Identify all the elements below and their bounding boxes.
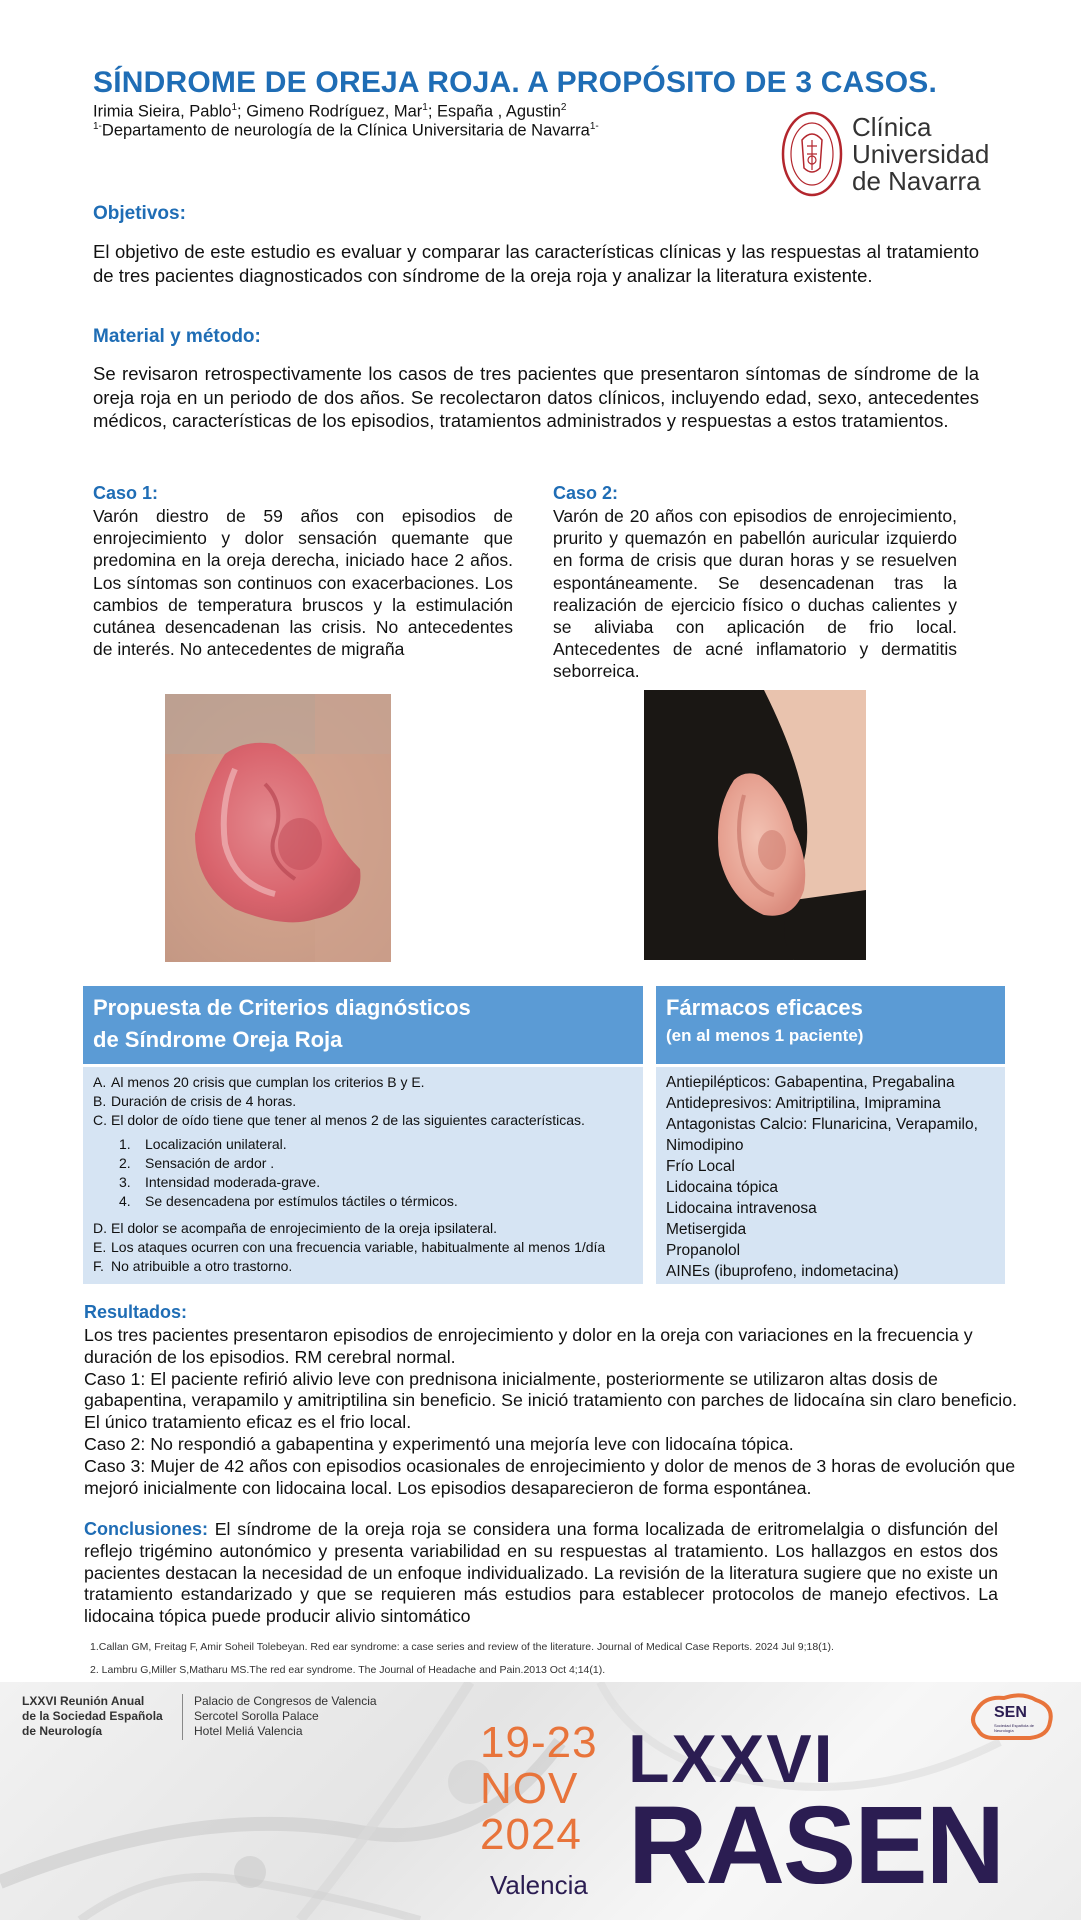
criterios-body [83,1067,643,1284]
congress-banner [0,1682,1081,1920]
criterios-list [93,1073,633,1130]
poster-title: SÍNDROME DE OREJA ROJA. A PROPÓSITO DE 3 CASOS. [93,66,937,99]
conclusiones-heading: Conclusiones: [84,1519,209,1539]
sen-logo: SEN Sociedad Española de Neurología [964,1690,1060,1748]
list-item: 3. Intensidad moderada-grave. [119,1174,321,1190]
event-acronym: RASEN [628,1784,1004,1907]
material-heading: Material y método: [93,326,261,347]
list-item: B. Duración de crisis de 4 horas. [93,1093,297,1109]
event-roman-number: LXXVI [628,1721,835,1797]
list-item: Frío Local [666,1158,735,1175]
logo-text: Clínica Universidad de Navarra [852,112,990,196]
caso1-heading: Caso 1: [93,483,159,503]
list-item: F. No atribuible a otro trastorno. [93,1258,293,1274]
event-city: Valencia [490,1870,588,1900]
list-item: Propanolol [666,1242,741,1259]
author-list: Irimia Sieira, Pablo$^1$; Gimeno Rodríguez, Mar$^1$; España , Agustin$^2$ [93,102,567,121]
list-item: 4. Se desencadena por estímulos táctiles o térmicos. [119,1193,458,1209]
university-logo [780,110,990,205]
author-sup: 2 [560,102,567,113]
material-text: Se revisaron retrospectivamente los casos de tres pacientes que presentaron síntomas de síndrome de la oreja roja en un periodo de dos años. Se recolectaron datos clínicos, incluyendo edad, sexo, antecedentes médicos, características de los episodios, tratamientos administrados y respuestas a estos tratamientos. [93,363,979,431]
list-item: Antidepresivos: Amitriptilina, Imipramina [666,1095,941,1112]
case1-ear-photo [165,694,391,962]
conclusiones-text: Conclusiones: El síndrome de la oreja roja se considera una forma localizada de eritromelalgia o disfunción del reflejo trigémino autonómico y presenta variabilidad en su respuestas al tratamiento. Los hallazgos en estos dos pacientes destacan la necesidad de un enfoque individualizado. La revisión de la literatura sugiere que no existe un tratamiento estandarizado y que se requieren más estudios para establecer protocolos de manejo efectivos. La lidocaina tópica puede producir alivio sintomático [84,1519,998,1627]
caso1-text: Varón diestro de 59 años con episodios de enrojecimiento y dolor sensación quemante que predomina en la oreja derecha, iniciado hace 2 años. Los síntomas son continuos con exacerbaciones. Los cambios de temperatura bruscos y la estimulación cutánea desencadenan las crisis. No antecedentes de interés. No antecedentes de migraña [93,506,513,660]
list-item: A. Al menos 20 crisis que cumplan los criterios B y E. [93,1074,425,1090]
list-item: D. El dolor se acompaña de enrojecimiento de la oreja ipsilateral. [93,1220,497,1236]
farmacos-box [656,986,1005,1284]
caso2-heading: Caso 2: [553,483,619,503]
list-item: Lidocaina tópica [666,1179,779,1196]
resultados-heading: Resultados: [84,1302,188,1322]
author-sup: 1 [231,102,238,113]
list-item: 1. Localización unilateral. [119,1136,287,1152]
list-item: Metisergida [666,1221,747,1238]
list-item: Lidocaina intravenosa [666,1200,817,1217]
author-sup: 1 [422,102,428,113]
criterios-sublist [119,1135,633,1211]
event-venue: Palacio de Congresos de Valencia Sercotel Sorolla Palace Hotel Meliá Valencia [194,1694,377,1738]
author-name: Gimeno Rodríguez, Mar [246,102,423,121]
criterios-list-2 [93,1219,633,1276]
affiliation: $^{1-}$Departamento de neurología de la Clínica Universitaria de Navarra$^{1-}$ [93,121,599,140]
case2-ear-photo [644,690,866,960]
reference-1: 1.Callan GM, Freitag F, Amir Soheil Tolebeyan. Red ear syndrome: a case series and review of the literature. Journal of Medical Case Reports. 2024 Jul 9;18(1). [90,1641,834,1653]
list-item: E. Los ataques ocurren con una frecuencia variable, habitualmente al menos 1/día [93,1239,606,1255]
list-item: C. El dolor de oído tiene que tener al menos 2 de las siguientes características. [93,1112,585,1128]
event-dates: 19-23 NOV 2024 [480,1718,598,1859]
university-seal-icon [780,110,844,198]
author-name: España , Agustin [437,102,561,121]
criterios-box [83,986,643,1284]
list-item: Antiepilépticos: Gabapentina, Pregabalina [666,1074,955,1091]
list-item: Nimodipino [666,1137,744,1154]
reference-2: 2. Lambru G,Miller S,Matharu MS.The red ear syndrome. The Journal of Headache and Pain.2013 Oct 4;14(1). [90,1664,606,1676]
objetivos-text: El objetivo de este estudio es evaluar y comparar las características clínicas y las respuestas al tratamiento de tres pacientes diagnosticados con síndrome de la oreja roja y analizar la literatura existente. [93,241,979,286]
list-item: Antagonistas Calcio: Flunaricina, Verapamilo, [666,1116,978,1133]
criterios-header: Propuesta de Criterios diagnósticos de Síndrome Oreja Roja [83,986,643,1064]
resultados-text: Los tres pacientes presentaron episodios de enrojecimiento y dolor en la oreja con variaciones en la frecuencia y duración de los episodios. RM cerebral normal. Caso 1: El paciente refirió alivio leve con prednisona inicialmente, posteriormente se utilizaron altas dosis de gabapentina, verapamilo y amitriptilina sin beneficio. Se inició tratamiento con parches de lidocaína sin claro beneficio. El único tratamiento eficaz es el frio local. Caso 2: No respondió a gabapentina y experimentó una mejoría leve con lidocaína tópica. Caso 3: Mujer de 42 años con episodios ocasionales de enrojecimiento y dolor de menos de 3 horas de evolución que mejoró inicialmente con lidocaina local. Los episodios desaparecieron de forma espontánea. [84,1325,1018,1498]
list-item: 2. Sensación de ardor . [119,1155,275,1171]
event-name: LXXVI Reunión Anual de la Sociedad Española de Neurología [22,1694,163,1738]
farmacos-header: Fármacos eficaces (en al menos 1 paciente) [656,986,1005,1064]
author-name: Irimia Sieira, Pablo [93,102,232,121]
objetivos-heading: Objetivos: [93,203,186,224]
divider [182,1694,183,1740]
caso2-text: Varón de 20 años con episodios de enrojecimiento, prurito y quemazón en pabellón auricular izquierdo en forma de crisis que duran horas y se resuelven espontáneamente. Se desencadenan tras la realización de ejercicio físico o duchas calientes y se aliviaba con aplicación de frio local. Antecedentes de acné inflamatorio y dermatitis seborreica. [553,506,957,682]
farmacos-body [656,1067,1005,1284]
list-item: AINEs (ibuprofeno, indometacina) [666,1263,899,1280]
